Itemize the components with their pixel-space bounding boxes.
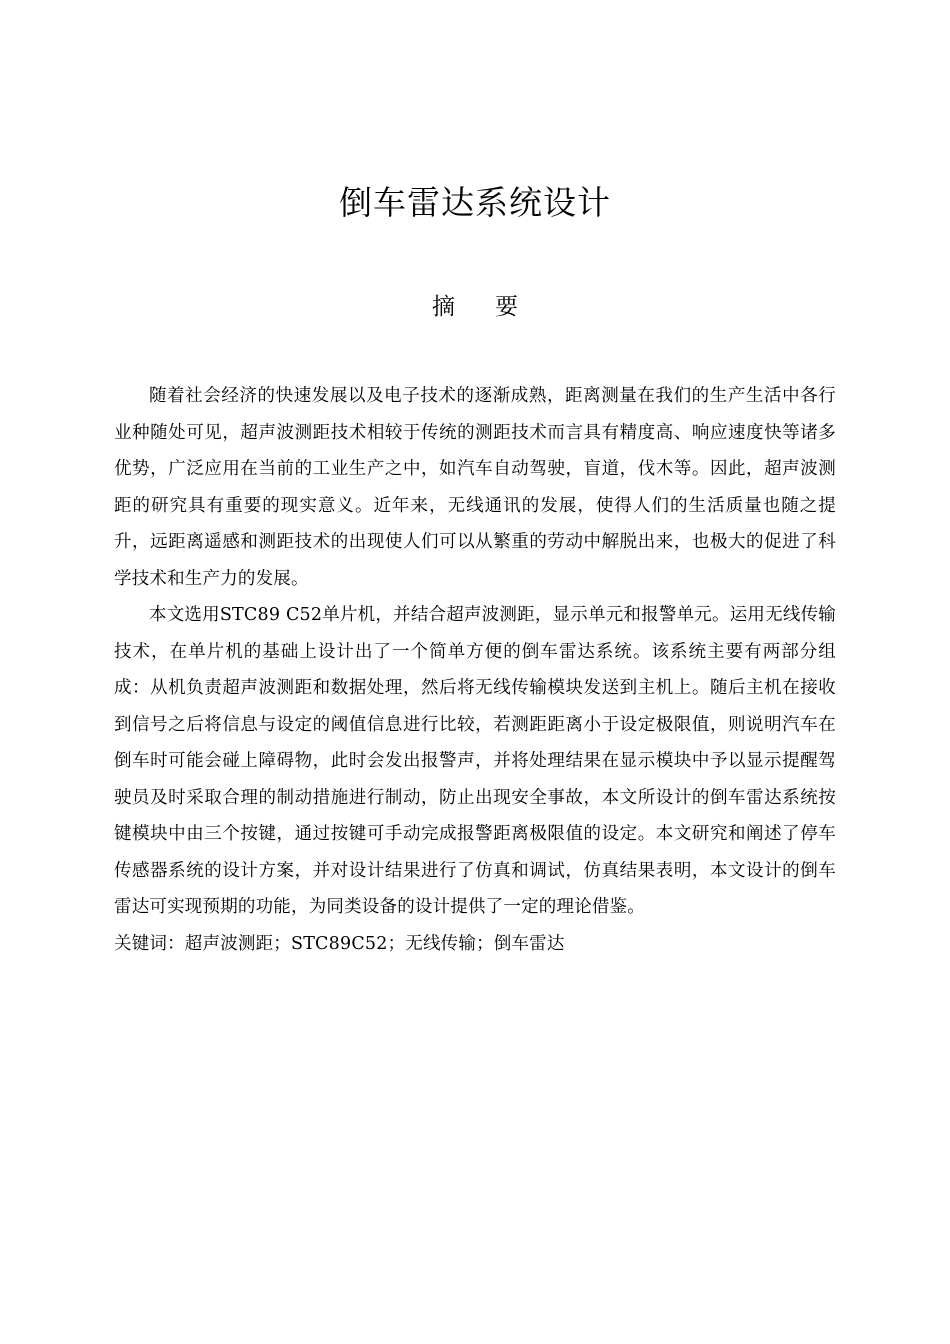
abstract-paragraph: 随着社会经济的快速发展以及电子技术的逐渐成熟，距离测量在我们的生产生活中各行业种随处可见，超声波测距技术相较于传统的测距技术而言具有精度高、响应速度快等诸多优势，广泛应用在当前的工业生产之中，如汽车自动驾驶，盲道，伐木等。因此，超声波测距的研究具有重要的现实意义。近年来，无线通讯的发展，使得人们的生活质量也随之提升，远距离遥感和测距技术的出现使人们可以从繁重的劳动中解脱出来，也极大的促进了科学技术和生产力的发展。: [114, 386, 836, 589]
abstract-heading: 摘要: [432, 294, 558, 320]
abstract-paragraph: 本文选用STC89 C52单片机，并结合超声波测距，显示单元和报警单元。运用无线传输技术，在单片机的基础上设计出了一个简单方便的倒车雷达系统。该系统主要有两部分组成：从机负责超声波测距和数据处理，然后将无线传输模块发送到主机上。随后主机在接收到信号之后将信息与设定的阈值信息进行比较，若测距距离小于设定极限值，则说明汽车在倒车时可能会碰上障碍物，此时会发出报警声，并将处理结果在显示模块中予以显示提醒驾驶员及时采取合理的制动措施进行制动，防止出现安全事故，本文所设计的倒车雷达系统按键模块中由三个按键，通过按键可手动完成报警距离极限值的设定。本文研究和阐述了停车传感器系统的设计方案，并对设计结果进行了仿真和调试，仿真结果表明，本文设计的倒车雷达可实现预期的功能，为同类设备的设计提供了一定的理论借鉴。: [114, 605, 836, 917]
abstract-body: [114, 378, 836, 962]
document-title: 倒车雷达系统设计: [339, 183, 611, 222]
keywords-line: 关键词：超声波测距；STC89C52；无线传输；倒车雷达: [114, 933, 565, 954]
